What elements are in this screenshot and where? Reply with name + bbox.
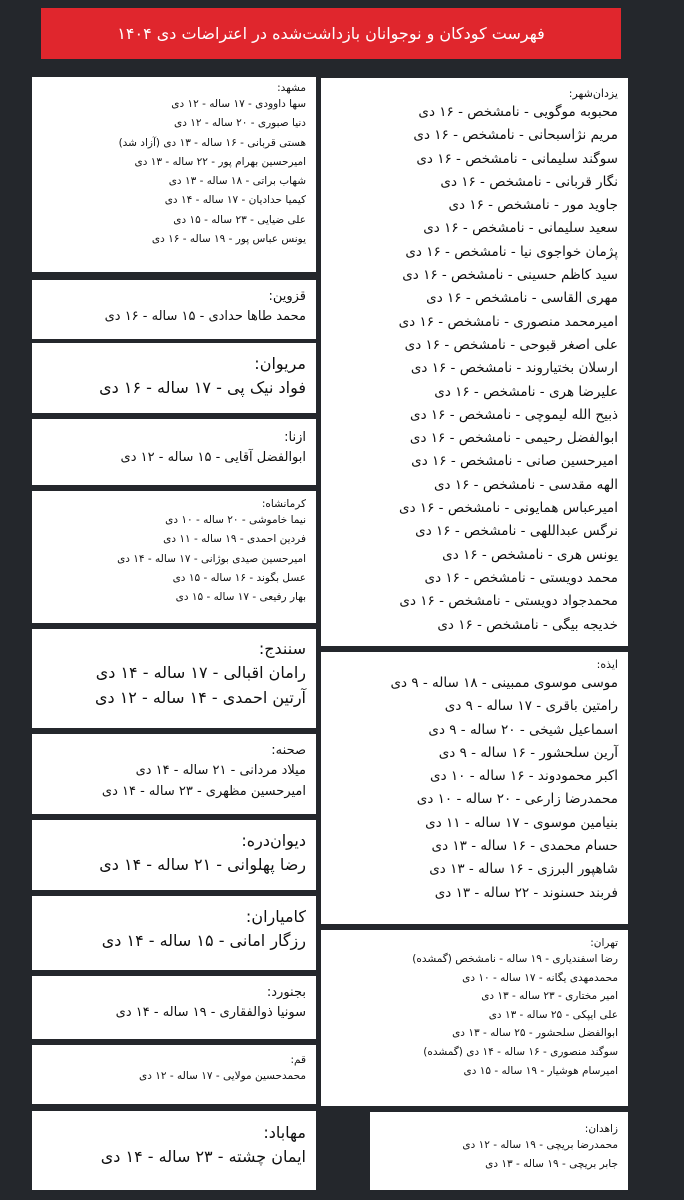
list-item: جابر بریچی - ۱۹ ساله - ۱۳ دی	[485, 1158, 618, 1171]
city-name: مریوان:	[254, 354, 306, 373]
region-divandarreh	[32, 820, 316, 890]
list-item: محمدرضا بریچی - ۱۹ ساله - ۱۲ دی	[462, 1139, 618, 1151]
list-item: عسل بگوند - ۱۶ ساله - ۱۵ دی	[172, 571, 306, 584]
list-item: مریم نژاسبحانی - نامشخص - ۱۶ دی	[413, 127, 618, 144]
city-name: بجنورد:	[266, 985, 306, 1000]
list-item: ذبیح الله لیموچی - نامشخص - ۱۶ دی	[410, 406, 618, 423]
list-item: ابوالفضل رحیمی - نامشخص - ۱۶ دی	[409, 430, 618, 447]
list-item: بنیامین موسوی - ۱۷ ساله - ۱۱ دی	[425, 814, 618, 831]
list-item: رامان اقبالی - ۱۷ ساله - ۱۴ دی	[95, 663, 306, 682]
region-izeh	[321, 652, 628, 924]
list-item: بهار رفیعی - ۱۷ ساله - ۱۵ دی	[175, 591, 306, 604]
list-item: علی ضیایی - ۲۳ ساله - ۱۵ دی	[173, 213, 306, 226]
city-name: مهاباد:	[263, 1123, 306, 1142]
region-sahneh	[32, 734, 316, 814]
list-item: الهه مقدسی - نامشخص - ۱۶ دی	[433, 476, 618, 493]
list-item: فردین احمدی - ۱۹ ساله - ۱۱ دی	[163, 533, 306, 546]
list-item: محمد دویستی - نامشخص - ۱۶ دی	[424, 569, 618, 586]
list-item: امیرعباس همایونی - نامشخص - ۱۶ دی	[399, 500, 618, 517]
city-name: زاهدان:	[584, 1123, 618, 1135]
region-zahedan	[370, 1112, 628, 1190]
city-name: تهران:	[590, 937, 618, 949]
list-item: محمدرضا زارعی - ۲۰ ساله - ۱۰ دی	[416, 791, 618, 808]
region-mahabad	[32, 1111, 316, 1190]
city-name: سنندج:	[258, 639, 306, 658]
region-tehran	[321, 930, 628, 1106]
region-qazvin	[32, 280, 316, 339]
list-item: حسام محمدی - ۱۶ ساله - ۱۳ دی	[431, 838, 618, 855]
list-item: میلاد مردانی - ۲۱ ساله - ۱۴ دی	[135, 763, 306, 778]
list-item: محمد طاها حدادی - ۱۵ ساله - ۱۶ دی	[104, 309, 306, 324]
list-item: موسی موسوی ممبینی - ۱۸ ساله - ۹ دی	[390, 675, 618, 691]
city-name: یزدان‌شهر:	[568, 87, 618, 100]
list-item: نرگس عبداللهی - نامشخص - ۱۶ دی	[415, 523, 618, 540]
list-item: اکبر محمودوند - ۱۶ ساله - ۱۰ دی	[430, 768, 618, 785]
region-sanandaj	[32, 629, 316, 728]
region-kermanshah	[32, 491, 316, 623]
list-item: علی اصغر قبوحی - نامشخص - ۱۶ دی	[404, 336, 618, 353]
list-item: ابوالفضل سلحشور - ۲۵ ساله - ۱۳ دی	[452, 1027, 618, 1040]
list-item: فواد نیک پی - ۱۷ ساله - ۱۶ دی	[99, 378, 306, 397]
list-item: رامتین باقری - ۱۷ ساله - ۹ دی	[444, 698, 618, 715]
region-marivan	[32, 343, 316, 413]
list-item: رضا اسفندیاری - ۱۹ ساله - نامشخص (گمشده)	[412, 953, 618, 965]
list-item: شاهپور البرزی - ۱۶ ساله - ۱۳ دی	[429, 861, 618, 878]
city-name: قزوین:	[268, 289, 306, 304]
list-item: شهاب براتی - ۱۸ ساله - ۱۳ دی	[168, 175, 306, 188]
list-item: خدیجه بیگی - نامشخص - ۱۶ دی	[437, 616, 618, 633]
list-item: سید کاظم حسینی - نامشخص - ۱۶ دی	[402, 267, 618, 284]
region-bojnourd	[32, 976, 316, 1039]
page-title: فهرست کودکان و نوجوانان بازداشت‌شده در اعتراضات دی ۱۴۰۴	[41, 8, 621, 59]
list-item: محمدمهدی یگانه - ۱۷ ساله - ۱۰ دی	[462, 971, 618, 984]
list-item: محمدجواد دویستی - نامشخص - ۱۶ دی	[399, 593, 618, 610]
region-kamyaran	[32, 896, 316, 970]
list-item: مهری القاسی - نامشخص - ۱۶ دی	[426, 290, 618, 307]
list-item: آرین سلحشور - ۱۶ ساله - ۹ دی	[438, 744, 618, 761]
list-item: محبوبه موگویی - نامشخص - ۱۶ دی	[418, 104, 618, 120]
list-item: سونیا ذوالفقاری - ۱۹ ساله - ۱۴ دی	[115, 1005, 306, 1020]
list-item: ارسلان بختیاروند - نامشخص - ۱۶ دی	[410, 360, 618, 377]
list-item: یونس هری - نامشخص - ۱۶ دی	[442, 546, 618, 563]
city-name: مشهد:	[277, 82, 306, 94]
list-item: امیرحسین صانی - نامشخص - ۱۶ دی	[411, 453, 618, 470]
region-qom	[32, 1045, 316, 1104]
list-item: نگار قربانی - نامشخص - ۱۶ دی	[440, 173, 618, 190]
city-name: ایذه:	[596, 658, 618, 671]
list-item: فربند حسنوند - ۲۲ ساله - ۱۳ دی	[434, 884, 618, 901]
list-item: علیرضا هری - نامشخص - ۱۶ دی	[434, 383, 618, 400]
city-name: قم:	[290, 1054, 306, 1066]
list-item: علی ایپکی - ۲۵ ساله - ۱۳ دی	[488, 1008, 618, 1021]
region-yazdanshahr	[321, 78, 628, 646]
city-name: صحنه:	[271, 743, 306, 758]
region-azna	[32, 419, 316, 485]
list-item: کیمیا حدادیان - ۱۷ ساله - ۱۴ دی	[164, 194, 306, 207]
list-item: امیرحسین مظهری - ۲۳ ساله - ۱۴ دی	[101, 784, 306, 799]
list-item: اسماعیل شیخی - ۲۰ ساله - ۹ دی	[428, 721, 618, 738]
list-item: امیرحسین صیدی بوژانی - ۱۷ ساله - ۱۴ دی	[117, 552, 306, 565]
list-item: سوگند سلیمانی - نامشخص - ۱۶ دی	[416, 150, 618, 167]
list-item: سعید سلیمانی - نامشخص - ۱۶ دی	[423, 220, 618, 237]
list-item: امیر مختاری - ۲۳ ساله - ۱۳ دی	[481, 990, 618, 1003]
list-item: رزگار امانی - ۱۵ ساله - ۱۴ دی	[101, 931, 306, 950]
list-item: ابوالفضل آقایی - ۱۵ ساله - ۱۲ دی	[120, 450, 306, 465]
list-item: امیرسام هوشیار - ۱۹ ساله - ۱۵ دی	[463, 1064, 618, 1077]
region-mashhad	[32, 77, 316, 272]
list-item: یونس عباس پور - ۱۹ ساله - ۱۶ دی	[151, 233, 306, 246]
list-item: آرتین احمدی - ۱۴ ساله - ۱۲ دی	[94, 688, 306, 707]
list-item: امیرحسین بهرام پور - ۲۲ ساله - ۱۳ دی	[134, 155, 306, 168]
list-item: پژمان خواجوی نیا - نامشخص - ۱۶ دی	[405, 243, 618, 260]
list-item: رضا پهلوانی - ۲۱ ساله - ۱۴ دی	[99, 855, 306, 874]
list-item: محمدحسین مولایی - ۱۷ ساله - ۱۲ دی	[139, 1070, 306, 1082]
city-name: کرمانشاه:	[261, 498, 306, 510]
list-item: ایمان چشته - ۲۳ ساله - ۱۴ دی	[100, 1147, 306, 1166]
city-name: کامیاران:	[245, 907, 306, 926]
city-name: دیوان‌دره:	[241, 831, 306, 850]
list-item: جاوید مور - نامشخص - ۱۶ دی	[448, 197, 618, 214]
list-item: هستی قربانی - ۱۶ ساله - ۱۳ دی (آزاد شد)	[118, 136, 306, 149]
list-item: سها داوودی - ۱۷ ساله - ۱۲ دی	[171, 98, 306, 110]
list-item: امیرمحمد منصوری - نامشخص - ۱۶ دی	[398, 313, 618, 330]
list-item: سوگند منصوری - ۱۶ ساله - ۱۴ دی (گمشده)	[423, 1045, 618, 1058]
city-name: ازنا:	[284, 430, 306, 445]
list-item: نیما خاموشی - ۲۰ ساله - ۱۰ دی	[165, 514, 306, 526]
list-item: دنیا صبوری - ۲۰ ساله - ۱۲ دی	[173, 117, 306, 130]
